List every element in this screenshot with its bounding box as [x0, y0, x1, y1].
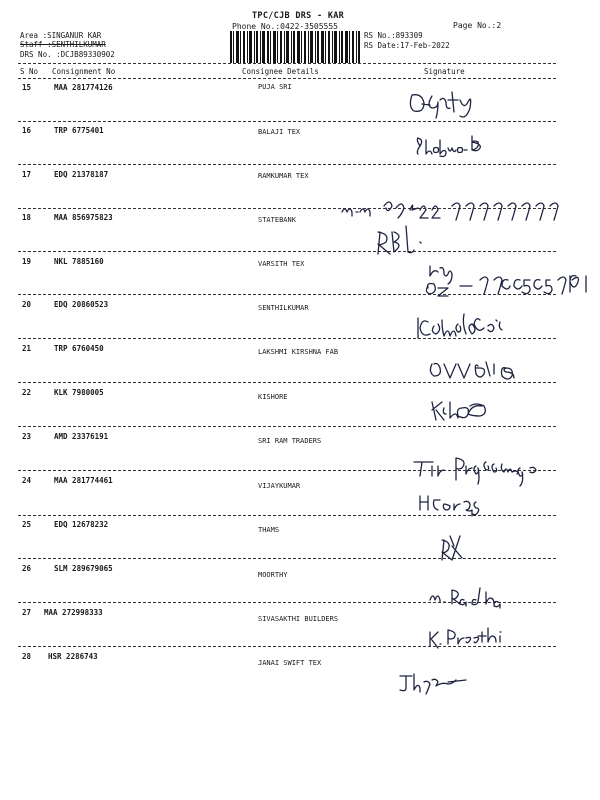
row-sno: 24 [22, 476, 32, 485]
row-consignee: LAKSHMI KIRSHNA FAB [258, 348, 339, 356]
row-consignment: MAA 281774126 [54, 83, 113, 92]
row-sno: 21 [22, 344, 32, 353]
row-divider [18, 338, 556, 339]
table-row [0, 257, 600, 297]
row-sno: 25 [22, 520, 32, 529]
row-sno: 18 [22, 213, 32, 222]
row-consignment: AMD 23376191 [54, 432, 109, 441]
document-title: TPC/CJB DRS - KAR [252, 11, 345, 21]
row-sno: 28 [22, 652, 32, 661]
row-consignee: SENTHILKUMAR [258, 304, 309, 312]
row-consignee: THAMS [258, 526, 280, 534]
col-header-signature: Signature [424, 67, 465, 76]
row-sno: 20 [22, 300, 32, 309]
row-consignment: EDQ 20860523 [54, 300, 109, 309]
row-divider [18, 164, 556, 165]
row-consignee: RAMKUMAR TEX [258, 172, 309, 180]
row-divider [18, 382, 556, 383]
row-consignment: TRP 6760450 [54, 344, 104, 353]
row-sno: 15 [22, 83, 32, 92]
column-divider [18, 78, 556, 79]
table-row [0, 520, 600, 560]
row-consignee: PUJA SRI [258, 83, 292, 91]
row-divider [18, 426, 556, 427]
row-sno: 16 [22, 126, 32, 135]
row-consignment: NKL 7885160 [54, 257, 104, 266]
table-row [0, 432, 600, 472]
barcode-image [230, 31, 360, 63]
row-consignee: MOORTHY [258, 571, 288, 579]
row-consignment: EDQ 21378187 [54, 170, 109, 179]
row-divider [18, 558, 556, 559]
row-divider [18, 470, 556, 471]
row-divider [18, 294, 556, 295]
drs-number: DRS No. :DCJB89330902 [20, 50, 115, 59]
table-row [0, 213, 600, 253]
row-sno: 26 [22, 564, 32, 573]
table-row [0, 170, 600, 210]
staff-label: Staff :SENTHILKUMAR [20, 40, 106, 49]
area-label: Area :SINGANUR KAR [20, 31, 102, 40]
row-sno: 22 [22, 388, 32, 397]
table-row [0, 476, 600, 516]
row-divider [18, 251, 556, 252]
row-consignee: KISHORE [258, 393, 288, 401]
row-sno: 27 [22, 608, 32, 617]
row-consignee: JANAI SWIFT TEX [258, 659, 322, 667]
row-consignment: SLM 289679065 [54, 564, 113, 573]
row-consignee: VARSITH TEX [258, 260, 305, 268]
row-consignment: KLK 7980005 [54, 388, 104, 397]
rs-number: RS No.:893309 [364, 31, 423, 40]
row-consignee: SRI RAM TRADERS [258, 437, 322, 445]
row-consignment: HSR 2286743 [48, 652, 98, 661]
table-row [0, 344, 600, 384]
row-divider [18, 208, 556, 209]
header-divider [18, 63, 556, 64]
col-header-consignee: Consignee Details [242, 67, 319, 76]
page-number: Page No.:2 [453, 21, 502, 30]
row-consignment: MAA 272998333 [44, 608, 103, 617]
table-row [0, 564, 600, 604]
table-row [0, 652, 600, 692]
row-divider [18, 646, 556, 647]
row-consignment: MAA 281774461 [54, 476, 113, 485]
table-row [0, 83, 600, 123]
row-divider [18, 602, 556, 603]
row-divider [18, 121, 556, 122]
rs-date: RS Date:17-Feb-2022 [364, 41, 450, 50]
row-consignee: SIVASAKTHI BUILDERS [258, 615, 339, 623]
row-consignment: MAA 856975823 [54, 213, 113, 222]
row-consignee: VIJAYKUMAR [258, 482, 301, 490]
table-row [0, 300, 600, 340]
table-row [0, 126, 600, 166]
col-header-consignment: Consignment No [52, 67, 116, 76]
table-row [0, 388, 600, 428]
row-divider [18, 515, 556, 516]
row-consignee: STATEBANK [258, 216, 296, 224]
row-consignment: TRP 6775401 [54, 126, 104, 135]
row-consignment: EDQ 12678232 [54, 520, 109, 529]
row-sno: 17 [22, 170, 32, 179]
table-row [0, 608, 600, 648]
row-consignee: BALAJI TEX [258, 128, 301, 136]
phone-number: Phone No.:0422-3505555 [232, 22, 338, 31]
col-header-sno: S No [20, 67, 39, 76]
row-sno: 19 [22, 257, 32, 266]
row-sno: 23 [22, 432, 32, 441]
